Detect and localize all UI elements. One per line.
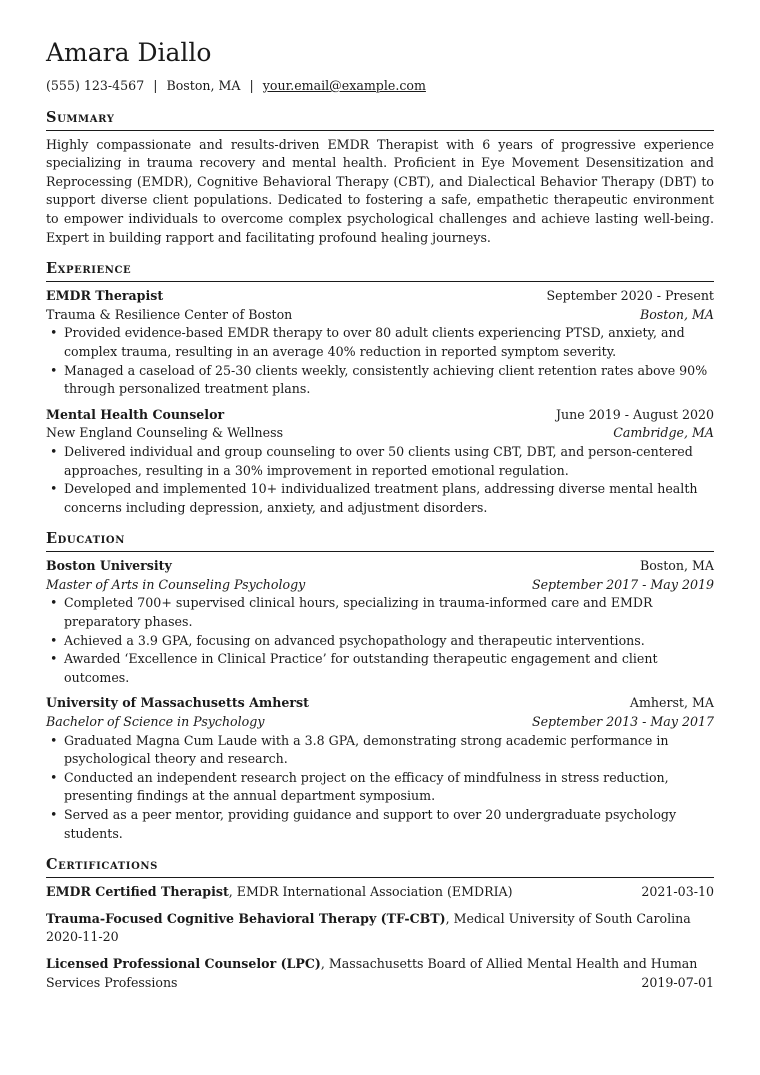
employer: New England Counseling & Wellness [46,425,284,441]
bullet-item: • Delivered individual and group counseling to over 50 clients using CBT, DBT, and person-centered approaches, resulting in a 30% improvement in reported emotional regulation. [64,443,714,480]
school-location: Boston, MA [639,558,714,574]
degree: Master of Arts in Counseling Psychology [46,576,306,592]
certification-issuer: , EMDR International Association (EMDRIA) [228,884,513,900]
job-dates: June 2019 - August 2020 [556,406,714,422]
bullet-item: • Served as a peer mentor, providing guidance and support to over 20 undergraduate psychology students. [64,806,714,843]
education-dates: September 2013 - May 2017 [531,714,714,730]
bullet-item: • Achieved a 3.9 GPA, focusing on advanced psychopathology and therapeutic interventions. [64,632,714,651]
certification-list [46,883,714,992]
candidate-name: Amara Diallo [46,38,212,67]
experience-list [46,287,714,517]
job-dates: September 2020 - Present [546,288,714,304]
education-entry [46,557,714,687]
job-location: Cambridge, MA [613,425,714,441]
education-list [46,557,714,843]
phone-number: (555) 123-4567 [46,78,145,93]
certification-entry [46,883,714,902]
bullet-item: • Conducted an independent research project on the efficacy of mindfulness in stress reduction, presenting findings at the annual department symposium. [64,769,714,806]
education-dates: September 2017 - May 2019 [531,576,714,592]
contact-separator: | [153,78,158,93]
experience-entry [46,287,714,399]
education-bullets [46,732,714,844]
job-bullets [46,443,714,517]
bullet-item: • Developed and implemented 10+ individualized treatment plans, addressing diverse mental health concerns including depression, anxiety, and adjustment disorders. [64,480,714,517]
certification-date: 2021-03-10 [641,884,714,900]
contact-line [46,77,714,96]
certification-entry [46,955,714,992]
summary-text: Highly compassionate and results-driven EMDR Therapist with 6 years of progressive experience specializing in trauma recovery and mental health. Proficient in Eye Movement Desensitization and Reprocessing (EMDR), Cognitive Behavioral Therapy (CBT), and Dialectical Behavior Therapy (DBT) to support diverse client populations. Dedicated to fostering a safe, empathetic therapeutic environment to empower individuals to overcome complex psychological challenges and achieve lasting well-being. Expert in building rapport and facilitating profound healing journeys. [46,136,714,245]
bullet-item: • Provided evidence-based EMDR therapy to over 80 adult clients experiencing PTSD, anxiety, and complex trauma, resulting in an average 40% reduction in reported symptom severity. [64,324,714,361]
location: Boston, MA [166,78,241,93]
bullet-item: • Managed a caseload of 25-30 clients weekly, consistently achieving client retention rates above 90% through personalized treatment plans. [64,362,714,399]
bullet-item: • Completed 700+ supervised clinical hours, specializing in trauma-informed care and EMDR preparatory phases. [64,594,714,631]
education-entry [46,694,714,843]
certification-name: EMDR Certified Therapist [46,884,229,900]
school-name: University of Massachusetts Amherst [46,695,309,711]
certification-name: Trauma-Focused Cognitive Behavioral Therapy (TF-CBT) [46,910,446,926]
certification-date: 2019-07-01 [641,974,714,990]
degree: Bachelor of Science in Psychology [46,714,265,730]
job-title: Mental Health Counselor [46,406,225,422]
email-link[interactable]: your.email@example.com [262,78,426,93]
certification-issuer: , Medical University of South Carolina [445,910,691,926]
bullet-item: • Graduated Magna Cum Laude with a 3.8 GPA, demonstrating strong academic performance in psychological theory and research. [64,732,714,769]
job-bullets [46,324,714,398]
school-location: Amherst, MA [629,695,714,711]
certification-date: 2020-11-20 [46,929,119,945]
section-heading-experience: Experience [46,259,714,282]
job-title: EMDR Therapist [46,288,164,304]
certification-issuer-continued: Services Professions [46,974,178,990]
bullet-item: • Awarded ‘Excellence in Clinical Practice’ for outstanding therapeutic engagement and client outcomes. [64,650,714,687]
certification-entry [46,910,714,947]
resume-content [46,36,714,992]
certification-issuer: , Massachusetts Board of Allied Mental Health and Human [320,955,698,971]
certification-name: Licensed Professional Counselor (LPC) [46,955,321,971]
job-location: Boston, MA [639,306,714,322]
experience-entry [46,406,714,518]
employer: Trauma & Resilience Center of Boston [46,306,293,322]
contact-separator: | [249,78,254,93]
education-bullets [46,594,714,687]
school-name: Boston University [46,558,172,574]
section-heading-summary: Summary [46,108,714,131]
section-heading-education: Education [46,529,714,552]
section-heading-certifications: Certifications [46,855,714,878]
